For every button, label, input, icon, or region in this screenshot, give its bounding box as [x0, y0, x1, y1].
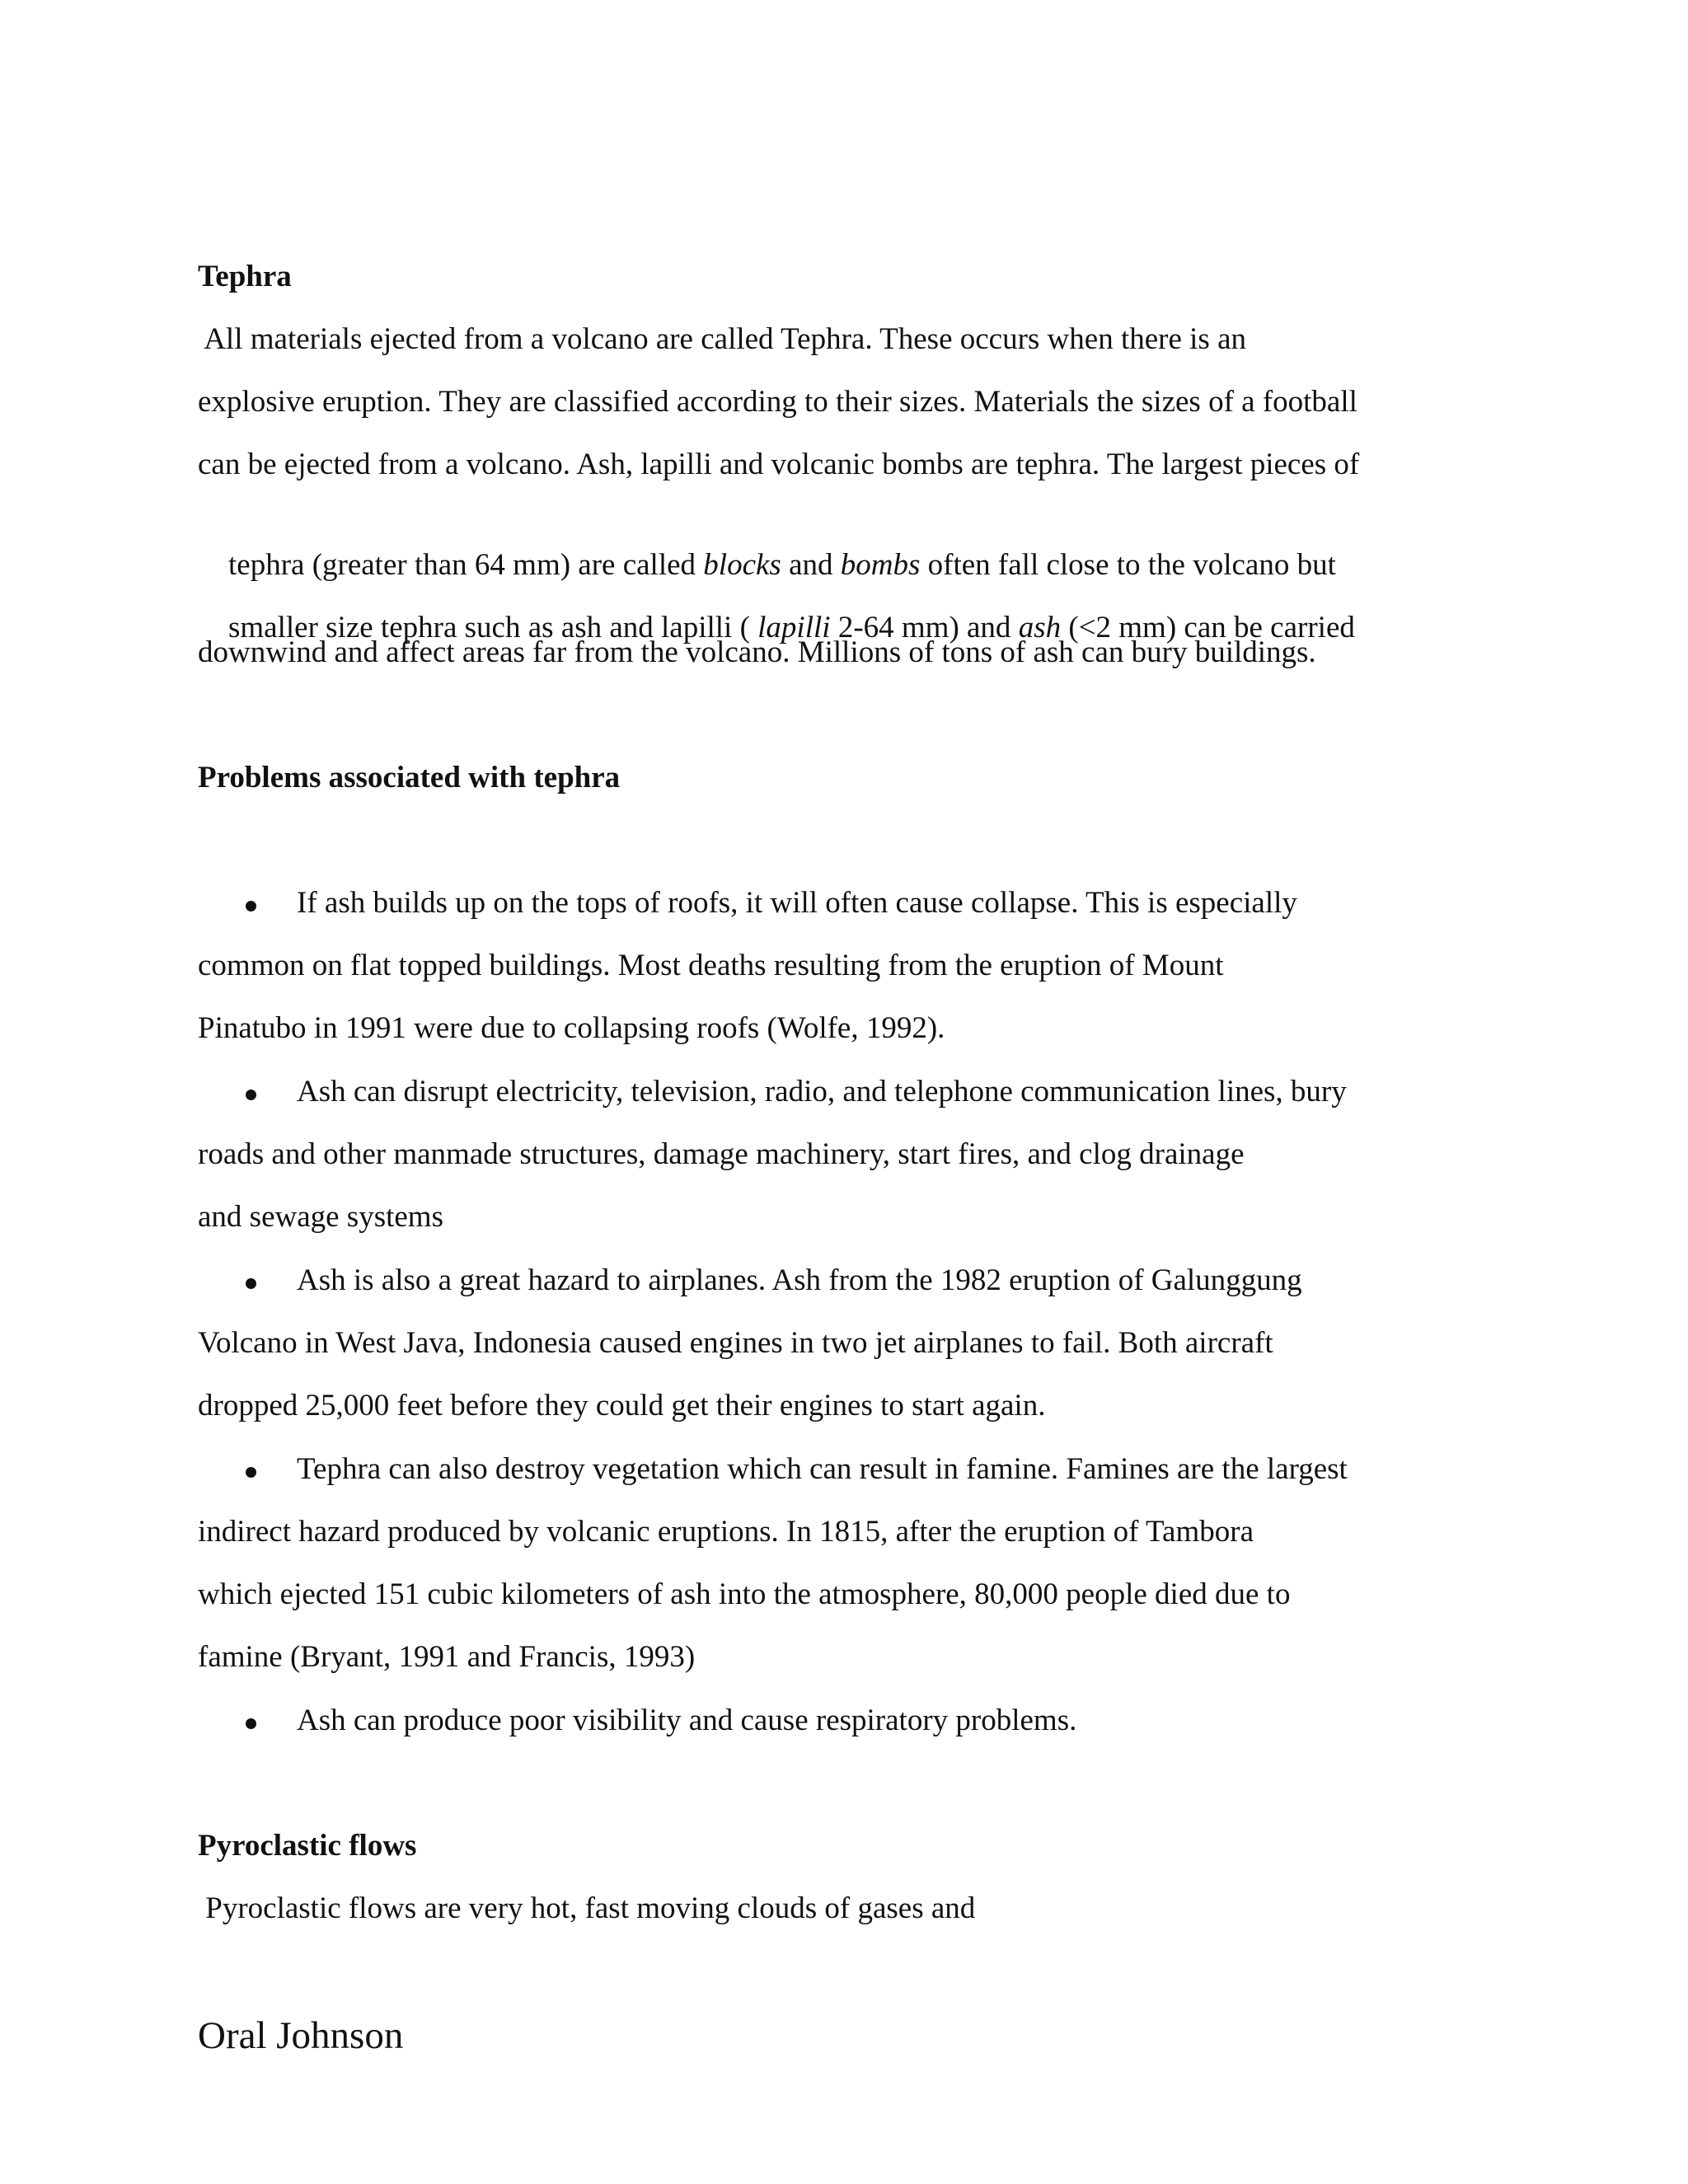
bullet-item-airplanes: Ash is also a great hazard to airplanes. Ash from the 1982 eruption of Galunggung	[297, 1263, 1302, 1297]
bullet-continuation-line: Pinatubo in 1991 were due to collapsing roofs (Wolfe, 1992).	[198, 1011, 945, 1045]
bullet-item-famine: Tephra can also destroy vegetation which can result in famine. Famines are the largest	[297, 1452, 1348, 1486]
italic-term-bombs: bombs	[840, 548, 921, 582]
paragraph-line: can be ejected from a volcano. Ash, lapilli and volcanic bombs are tephra. The largest pieces of	[198, 448, 1360, 481]
italic-term-blocks: blocks	[703, 548, 781, 582]
bullet-icon	[246, 1278, 256, 1289]
text-run: smaller size tephra such as ash and lapilli (	[228, 611, 758, 644]
section-heading-problems: Problems associated with tephra	[198, 761, 621, 794]
bullet-icon	[246, 1718, 256, 1729]
bullet-item-infrastructure: Ash can disrupt electricity, television, radio, and telephone communication lines, bury	[297, 1075, 1347, 1108]
bullet-continuation-line: indirect hazard produced by volcanic eruptions. In 1815, after the eruption of Tambora	[198, 1515, 1254, 1549]
text-run: often fall close to the volcano but	[920, 548, 1336, 582]
text-run: 2-64 mm) and	[830, 611, 1019, 644]
italic-term-lapilli: lapilli	[757, 611, 831, 644]
bullet-item-visibility: Ash can produce poor visibility and cause respiratory problems.	[297, 1704, 1077, 1737]
bullet-continuation-line: and sewage systems	[198, 1200, 443, 1234]
paragraph-line: downwind and affect areas far from the volcano. Millions of tons of ash can bury buildings.	[198, 635, 1316, 669]
bullet-continuation-line: common on flat topped buildings. Most deaths resulting from the eruption of Mount	[198, 949, 1224, 982]
footer-author-name: Oral Johnson	[198, 2014, 404, 2057]
bullet-icon	[246, 1467, 256, 1478]
text-run: (<2 mm) can be carried	[1061, 611, 1355, 644]
bullet-continuation-line: dropped 25,000 feet before they could get their engines to start again.	[198, 1389, 1046, 1422]
bullet-continuation-line: which ejected 151 cubic kilometers of ash into the atmosphere, 80,000 people died due to	[198, 1577, 1291, 1611]
section-heading-tephra: Tephra	[198, 260, 292, 293]
bullet-item-roof-collapse: If ash builds up on the tops of roofs, it will often cause collapse. This is especially	[297, 886, 1297, 920]
bullet-continuation-line: famine (Bryant, 1991 and Francis, 1993)	[198, 1640, 696, 1674]
bullet-icon	[246, 901, 256, 912]
text-run: and	[781, 548, 841, 582]
bullet-icon	[246, 1090, 256, 1100]
paragraph-line: explosive eruption. They are classified according to their sizes. Materials the sizes of a football	[198, 385, 1357, 419]
bullet-continuation-line: roads and other manmade structures, damage machinery, start fires, and clog drainage	[198, 1137, 1245, 1171]
text-run: tephra (greater than 64 mm) are called	[228, 548, 704, 582]
paragraph-line: All materials ejected from a volcano are called Tephra. These occurs when there is an	[198, 322, 1247, 356]
bullet-continuation-line: Volcano in West Java, Indonesia caused engines in two jet airplanes to fail. Both aircraft	[198, 1326, 1273, 1360]
italic-term-ash: ash	[1018, 611, 1062, 644]
paragraph-line: Pyroclastic flows are very hot, fast moving clouds of gases and	[198, 1891, 976, 1925]
section-heading-pyroclastic: Pyroclastic flows	[198, 1829, 417, 1863]
